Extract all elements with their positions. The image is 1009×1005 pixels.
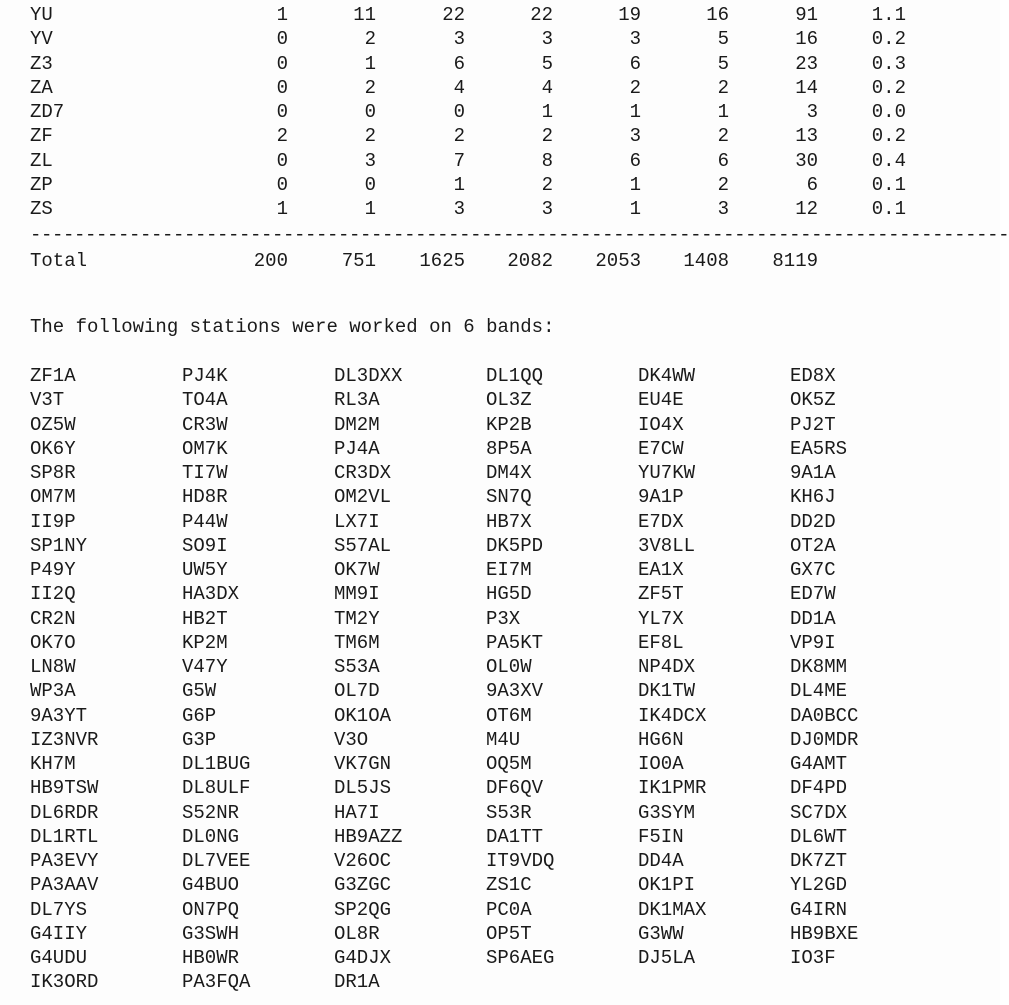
station-callsign: G3WW (638, 922, 684, 945)
station-callsign: ZF5T (638, 583, 684, 606)
station-callsign: SP2QG (334, 898, 392, 921)
station-callsign: DL4ME (790, 680, 848, 703)
station-callsign: DL6WT (790, 825, 848, 848)
station-callsign: DD1A (790, 607, 836, 630)
station-callsign: CR2N (30, 607, 76, 630)
country-cell: ZL (30, 149, 53, 172)
station-callsign: S57AL (334, 534, 392, 557)
station-callsign: DK8MM (790, 656, 848, 678)
station-callsign: OM7M (30, 486, 76, 509)
station-callsign: OM7K (182, 437, 228, 460)
station-callsign: SO9I (182, 534, 228, 557)
value-cell: 0 (276, 28, 288, 51)
station-callsign: IZ3NVR (30, 728, 99, 751)
value-cell: 2 (276, 125, 288, 148)
stations-grid (30, 364, 930, 995)
station-callsign: RL3A (334, 389, 380, 412)
value-cell: 7 (453, 149, 465, 172)
station-callsign: PC0A (486, 898, 532, 921)
value-cell: 91 (795, 4, 818, 26)
value-cell: 13 (795, 125, 818, 148)
station-callsign: OL3Z (486, 389, 532, 412)
station-callsign: HG6N (638, 728, 684, 751)
station-callsign: KH7M (30, 753, 76, 775)
station-callsign: EU4E (638, 389, 684, 412)
value-cell: 4 (541, 76, 553, 99)
station-callsign: PJ2T (790, 413, 836, 436)
station-callsign: DM4X (486, 462, 532, 484)
total-value: 1408 (683, 249, 729, 272)
value-cell: 4 (453, 76, 465, 99)
station-callsign: OM2VL (334, 486, 392, 509)
station-callsign: DK1MAX (638, 898, 707, 921)
value-cell: 2 (717, 76, 729, 99)
station-callsign: IK1PMR (638, 777, 707, 800)
station-callsign: DL6RDR (30, 801, 99, 824)
station-callsign: S52NR (182, 801, 240, 824)
station-callsign: II9P (30, 510, 76, 533)
value-cell: 1 (276, 198, 288, 221)
table-row (30, 100, 910, 124)
value-cell: 3 (541, 28, 553, 51)
table-row (30, 76, 910, 100)
country-cell: Z3 (30, 52, 53, 75)
value-cell: 22 (442, 4, 465, 26)
station-callsign: LN8W (30, 656, 76, 678)
station-callsign: P3X (486, 607, 521, 630)
value-cell: 0.2 (871, 28, 906, 51)
station-callsign: LX7I (334, 510, 380, 533)
value-cell: 0.2 (871, 76, 906, 99)
value-cell: 3 (364, 149, 376, 172)
station-callsign: OK1PI (638, 874, 696, 897)
total-value: 2082 (507, 249, 553, 272)
value-cell: 0.1 (871, 198, 906, 221)
station-callsign: DR1A (334, 971, 380, 994)
station-callsign: CR3DX (334, 462, 392, 484)
station-callsign: DL1BUG (182, 753, 251, 775)
value-cell: 1 (453, 174, 465, 197)
station-callsign: SC7DX (790, 801, 848, 824)
value-cell: 1 (629, 101, 641, 124)
value-cell: 0 (276, 76, 288, 99)
station-callsign: HA3DX (182, 583, 240, 606)
value-cell: 0.4 (871, 149, 906, 172)
station-callsign: IT9VDQ (486, 850, 555, 872)
value-cell: 3 (806, 101, 818, 124)
station-callsign: DD4A (638, 850, 684, 872)
value-cell: 3 (629, 28, 641, 51)
station-callsign: V3T (30, 389, 65, 412)
station-callsign: G5W (182, 680, 217, 703)
station-callsign: DL7VEE (182, 850, 251, 872)
station-callsign: VP9I (790, 631, 836, 654)
station-callsign: DJ5LA (638, 947, 696, 969)
table-row (30, 173, 910, 197)
station-callsign: HB7X (486, 510, 532, 533)
station-callsign: PJ4A (334, 437, 380, 460)
value-cell: 0 (276, 52, 288, 75)
value-cell: 6 (629, 149, 641, 172)
value-cell: 2 (541, 174, 553, 197)
station-callsign: OK5Z (790, 389, 836, 412)
station-callsign: DD2D (790, 510, 836, 533)
value-cell: 2 (717, 174, 729, 197)
station-callsign: IO0A (638, 753, 684, 775)
station-callsign: HB2T (182, 607, 228, 630)
station-callsign: TI7W (182, 462, 228, 484)
station-callsign: OZ5W (30, 413, 76, 436)
value-cell: 2 (453, 125, 465, 148)
station-callsign: OK6Y (30, 437, 76, 460)
value-cell: 6 (453, 52, 465, 75)
station-callsign: TM6M (334, 631, 380, 654)
value-cell: 0 (276, 174, 288, 197)
station-callsign: HG5D (486, 583, 532, 606)
total-value: 751 (341, 249, 376, 272)
station-callsign: G4IIY (30, 922, 88, 945)
value-cell: 23 (795, 52, 818, 75)
station-callsign: DK7ZT (790, 850, 848, 872)
value-cell: 3 (717, 198, 729, 221)
table-row (30, 3, 910, 27)
station-callsign: DF4PD (790, 777, 848, 800)
station-callsign: DK1TW (638, 680, 696, 703)
station-callsign: MM9I (334, 583, 380, 606)
country-cell: ZF (30, 125, 53, 148)
country-cell: ZP (30, 174, 53, 197)
station-callsign: UW5Y (182, 559, 228, 581)
value-cell: 0.3 (871, 52, 906, 75)
station-callsign: DK4WW (638, 365, 696, 387)
station-callsign: 9A1A (790, 462, 836, 484)
station-callsign: 8P5A (486, 437, 532, 460)
station-callsign: DL0NG (182, 825, 240, 848)
station-callsign: NP4DX (638, 656, 696, 678)
station-callsign: VK7GN (334, 753, 392, 775)
value-cell: 0.2 (871, 125, 906, 148)
station-callsign: KP2M (182, 631, 228, 654)
station-callsign: DL5JS (334, 777, 392, 800)
station-callsign: G4UDU (30, 947, 88, 969)
station-callsign: 9A3XV (486, 680, 544, 703)
station-callsign: II2Q (30, 583, 76, 606)
value-cell: 5 (541, 52, 553, 75)
value-cell: 1 (629, 174, 641, 197)
value-cell: 12 (795, 198, 818, 221)
station-callsign: V26OC (334, 850, 392, 872)
country-cell: ZS (30, 198, 53, 221)
station-callsign: HD8R (182, 486, 228, 509)
value-cell: 0 (276, 101, 288, 124)
station-callsign: DK5PD (486, 534, 544, 557)
station-callsign: DL1RTL (30, 825, 99, 848)
value-cell: 2 (629, 76, 641, 99)
station-callsign: HA7I (334, 801, 380, 824)
value-cell: 0 (364, 101, 376, 124)
station-callsign: IO4X (638, 413, 684, 436)
station-callsign: PA3AAV (30, 874, 99, 897)
country-cell: ZD7 (30, 101, 65, 124)
value-cell: 2 (364, 125, 376, 148)
value-cell: 0 (453, 101, 465, 124)
station-callsign: ZS1C (486, 874, 532, 897)
station-callsign: OL0W (486, 656, 532, 678)
station-callsign: OK7W (334, 559, 380, 581)
value-cell: 3 (541, 198, 553, 221)
station-callsign: GX7C (790, 559, 836, 581)
station-callsign: E7CW (638, 437, 684, 460)
table-row (30, 52, 910, 76)
table-row (30, 27, 910, 51)
station-callsign: OT6M (486, 704, 532, 727)
value-cell: 2 (541, 125, 553, 148)
total-value: 2053 (595, 249, 641, 272)
table-divider: ----------------------------------------------------------------------------------------- (30, 223, 1009, 246)
station-callsign: G4BUO (182, 874, 240, 897)
station-callsign: P44W (182, 510, 228, 533)
station-callsign: HB9AZZ (334, 825, 403, 848)
value-cell: 1 (717, 101, 729, 124)
station-callsign: IK3ORD (30, 971, 99, 994)
station-callsign: DL3DXX (334, 365, 403, 387)
value-cell: 6 (717, 149, 729, 172)
value-cell: 3 (629, 125, 641, 148)
station-callsign: OQ5M (486, 753, 532, 775)
stations-heading: The following stations were worked on 6 bands: (30, 316, 555, 338)
station-callsign: WP3A (30, 680, 76, 703)
station-callsign: V3O (334, 728, 369, 751)
table-row (30, 149, 910, 173)
station-callsign: G3SYM (638, 801, 696, 824)
station-callsign: KH6J (790, 486, 836, 509)
station-callsign: F5IN (638, 825, 684, 848)
value-cell: 0 (364, 174, 376, 197)
station-callsign: IK4DCX (638, 704, 707, 727)
station-callsign: SP8R (30, 462, 76, 484)
station-callsign: OT2A (790, 534, 836, 557)
country-cell: YU (30, 4, 53, 26)
value-cell: 2 (364, 28, 376, 51)
total-value: 8119 (772, 249, 818, 272)
value-cell: 3 (453, 28, 465, 51)
value-cell: 2 (364, 76, 376, 99)
value-cell: 11 (353, 4, 376, 26)
station-callsign: DF6QV (486, 777, 544, 800)
station-callsign: SP6AEG (486, 947, 555, 969)
total-row (30, 248, 910, 274)
station-callsign: EF8L (638, 631, 684, 654)
station-callsign: TM2Y (334, 607, 380, 630)
station-callsign: V47Y (182, 656, 228, 678)
station-callsign: EA1X (638, 559, 684, 581)
station-callsign: HB9TSW (30, 777, 99, 800)
station-callsign: DJ0MDR (790, 728, 859, 751)
station-callsign: DL1QQ (486, 365, 544, 387)
station-callsign: CR3W (182, 413, 228, 436)
value-cell: 0.0 (871, 101, 906, 124)
station-callsign: S53A (334, 656, 380, 678)
value-cell: 1 (629, 198, 641, 221)
station-callsign: G3SWH (182, 922, 240, 945)
station-callsign: E7DX (638, 510, 684, 533)
country-cell: YV (30, 28, 53, 51)
total-label: Total (30, 249, 88, 272)
station-callsign: G3ZGC (334, 874, 392, 897)
station-callsign: P49Y (30, 559, 76, 581)
station-callsign: KP2B (486, 413, 532, 436)
station-callsign: HB9BXE (790, 922, 859, 945)
station-callsign: S53R (486, 801, 532, 824)
value-cell: 5 (717, 52, 729, 75)
table-row (30, 124, 910, 148)
station-callsign: HB0WR (182, 947, 240, 969)
value-cell: 22 (530, 4, 553, 26)
station-callsign: ED7W (790, 583, 836, 606)
station-callsign: PJ4K (182, 365, 228, 387)
station-callsign: PA3EVY (30, 850, 99, 872)
station-callsign: G6P (182, 704, 217, 727)
total-value: 1625 (419, 249, 465, 272)
station-callsign: OL8R (334, 922, 380, 945)
country-cell: ZA (30, 76, 53, 99)
value-cell: 19 (618, 4, 641, 26)
station-callsign: OK7O (30, 631, 76, 654)
station-callsign: 9A1P (638, 486, 684, 509)
value-cell: 6 (806, 174, 818, 197)
station-callsign: SN7Q (486, 486, 532, 509)
total-value: 200 (253, 249, 288, 272)
station-callsign: DA1TT (486, 825, 544, 848)
value-cell: 30 (795, 149, 818, 172)
station-callsign: ZF1A (30, 365, 76, 387)
value-cell: 16 (795, 28, 818, 51)
station-callsign: OL7D (334, 680, 380, 703)
station-callsign: OK1OA (334, 704, 392, 727)
station-callsign: ON7PQ (182, 898, 240, 921)
station-callsign: EI7M (486, 559, 532, 581)
station-callsign: YU7KW (638, 462, 696, 484)
value-cell: 1 (276, 4, 288, 26)
value-cell: 5 (717, 28, 729, 51)
value-cell: 1 (541, 101, 553, 124)
value-cell: 14 (795, 76, 818, 99)
station-callsign: SP1NY (30, 534, 88, 557)
station-callsign: EA5RS (790, 437, 848, 460)
station-callsign: DA0BCC (790, 704, 859, 727)
station-callsign: G3P (182, 728, 217, 751)
value-cell: 1.1 (871, 4, 906, 26)
station-callsign: M4U (486, 728, 521, 751)
station-callsign: YL2GD (790, 874, 848, 897)
station-callsign: G4IRN (790, 898, 848, 921)
value-cell: 1 (364, 198, 376, 221)
station-callsign: YL7X (638, 607, 684, 630)
value-cell: 2 (717, 125, 729, 148)
value-cell: 16 (706, 4, 729, 26)
value-cell: 0 (276, 149, 288, 172)
station-callsign: PA3FQA (182, 971, 251, 994)
station-callsign: ED8X (790, 365, 836, 387)
station-callsign: 3V8LL (638, 534, 696, 557)
value-cell: 3 (453, 198, 465, 221)
station-callsign: DL7YS (30, 898, 88, 921)
value-cell: 8 (541, 149, 553, 172)
station-callsign: DM2M (334, 413, 380, 436)
station-callsign: TO4A (182, 389, 228, 412)
country-table (30, 3, 1009, 274)
station-callsign: G4DJX (334, 947, 392, 969)
value-cell: 0.1 (871, 174, 906, 197)
value-cell: 6 (629, 52, 641, 75)
station-callsign: 9A3YT (30, 704, 88, 727)
value-cell: 1 (364, 52, 376, 75)
station-callsign: DL8ULF (182, 777, 251, 800)
station-callsign: OP5T (486, 922, 532, 945)
table-row (30, 197, 910, 221)
station-callsign: G4AMT (790, 753, 848, 775)
station-callsign: IO3F (790, 947, 836, 969)
station-callsign: PA5KT (486, 631, 544, 654)
